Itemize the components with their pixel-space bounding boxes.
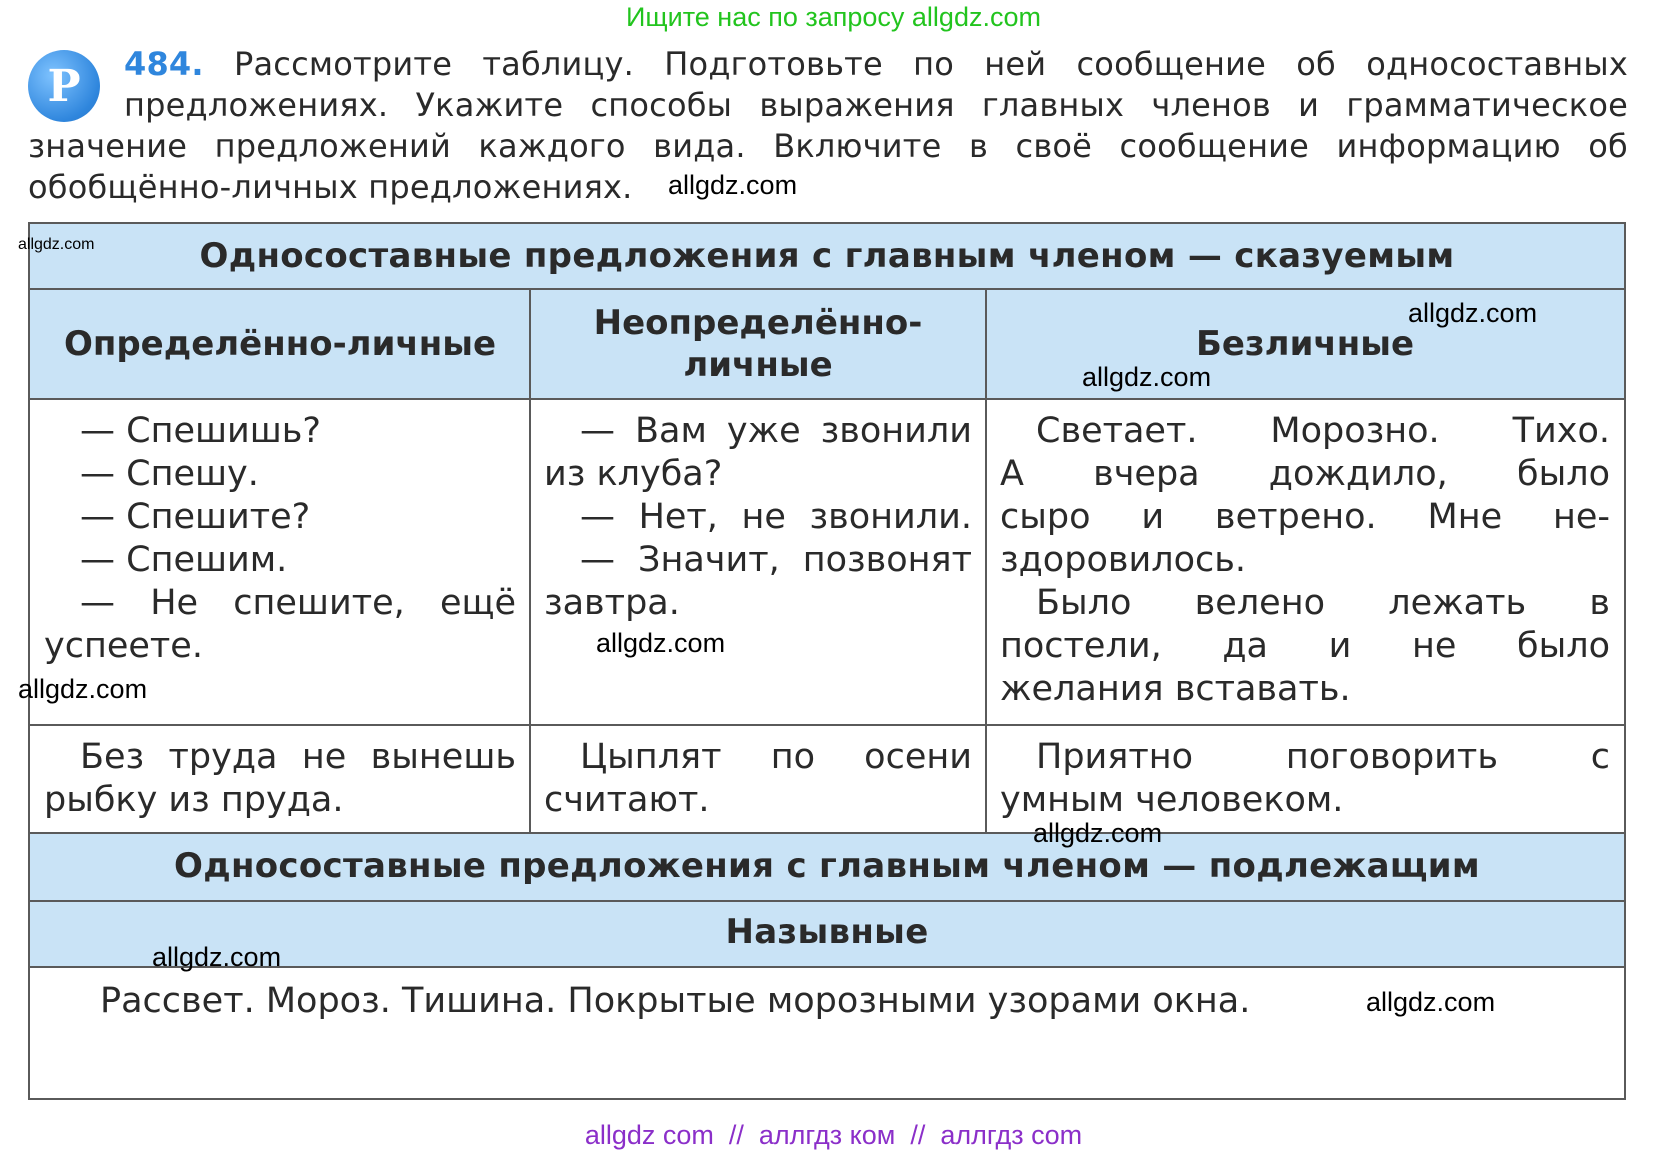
watermark: allgdz.com (1033, 818, 1163, 848)
task-number: 484. (124, 45, 204, 83)
col-head-impersonal: Безличные (1195, 324, 1415, 364)
watermark: allgdz.com (596, 628, 726, 658)
examples2-indefinite: Цыплят по осени считают. (544, 737, 972, 820)
watermark: allgdz.com (1082, 362, 1212, 392)
task-line-1: 484. Рассмотрите таблицу. Подготовьте по ней сообщение об односоставных (124, 45, 1628, 83)
watermark: allgdz.com (18, 236, 95, 253)
nominative-example: Рассвет. Мороз. Тишина. Покрытые морозными узорами окна. (100, 981, 1251, 1021)
task-text (28, 44, 1628, 208)
watermark: allgdz.com (1408, 298, 1538, 328)
col-head-indefinite: Неопределённо- личные (593, 303, 923, 385)
bottom-links[interactable]: allgdz com // аллгдз ком // аллгдз com (584, 1120, 1083, 1150)
col-head-definite: Определённо-личные (63, 324, 497, 364)
examples2-impersonal: Приятно поговорить с умным человеком. (1000, 737, 1610, 820)
examples1-definite: — Спешишь? — Спешу. — Спешите? — Спешим. — Не спешите, ещё успеете. (44, 411, 516, 666)
examples1-impersonal: Светает. Морозно. Тихо. А вчера дождило, было сыро и ветрено. Мне не- здоровилось. Было велено лежать в постели, да и не было желания вставать. (1000, 411, 1610, 709)
task-badge-icon: Р (28, 50, 100, 122)
nominative-head: Назывные (725, 912, 929, 952)
task-line-2: предложениях. Укажите способы выражения главных членов и грамматическое (124, 86, 1628, 124)
watermark: allgdz.com (668, 170, 798, 200)
task-line-3: значение предложений каждого вида. Включите в своё сообщение информацию об (28, 127, 1628, 165)
section1-title: Односоставные предложения с главным членом — сказуемым (199, 236, 1455, 276)
task-line-4: обобщённо-личных предложениях. (28, 168, 633, 206)
examples1-indefinite: — Вам уже звонили из клуба? — Нет, не звонили. — Значит, позвонят завтра. (544, 411, 972, 623)
watermark: allgdz.com (1366, 987, 1496, 1017)
examples2-definite: Без труда не вынешь рыбку из пруда. (44, 737, 516, 820)
watermark: allgdz.com (152, 942, 282, 972)
site-banner: Ищите нас по запросу allgdz.com (626, 2, 1041, 32)
section2-title: Односоставные предложения с главным членом — подлежащим (173, 846, 1480, 886)
watermark: allgdz.com (18, 674, 148, 704)
